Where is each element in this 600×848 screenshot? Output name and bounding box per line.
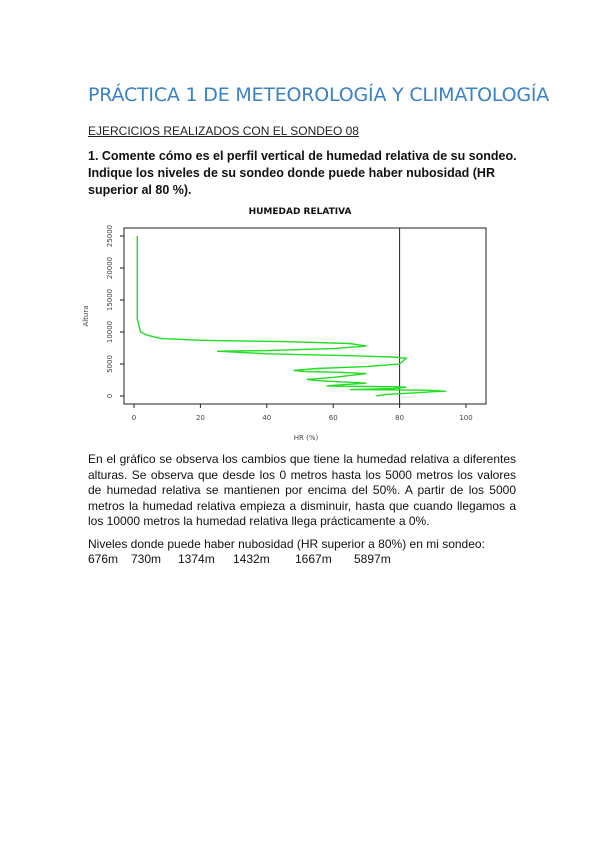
x-tick-label: 80 [395, 414, 405, 422]
level-value: 1432m [233, 552, 270, 566]
y-tick-label: 5000 [106, 355, 114, 373]
humidity-chart [74, 200, 514, 450]
y-axis-label: Altura [82, 305, 90, 327]
analysis-paragraph: En el gráfico se observa los cambios que tiene la humedad relativa a diferentes alturas. Se observa que desde los 0 metros hasta los 5000 metros los valores de humedad relativa se mantienen por encima del 50%. A partir de los 5000 metros la humedad relativa empieza a disminuir, hasta que cuando llegamos a los 10000 metros la humedad relativa llega prácticamente a 0%. [88, 452, 516, 528]
level-value: 1374m [178, 552, 215, 566]
level-value: 5897m [354, 552, 391, 566]
y-tick-label: 20000 [106, 256, 114, 280]
chart-title: HUMEDAD RELATIVA [248, 207, 352, 217]
x-axis [132, 404, 473, 422]
x-axis-label: HR (%) [293, 434, 319, 442]
x-tick-label: 100 [459, 414, 473, 422]
y-tick-label: 0 [106, 393, 114, 399]
y-tick-label: 25000 [106, 224, 114, 248]
x-tick-label: 20 [195, 414, 205, 422]
levels-list [88, 552, 391, 566]
level-value: 730m [131, 552, 162, 566]
level-value: 676m [88, 552, 119, 566]
level-value: 1667m [295, 552, 332, 566]
document-title: PRÁCTICA 1 DE METEOROLOGÍA Y CLIMATOLOGÍA [88, 84, 550, 106]
levels-intro: Niveles donde puede haber nubosidad (HR superior a 80%) en mi sondeo: [88, 537, 485, 551]
x-tick-label: 40 [262, 414, 272, 422]
document-subtitle: EJERCICIOS REALIZADOS CON EL SONDEO 08 [88, 124, 359, 138]
x-tick-label: 0 [131, 414, 137, 422]
y-tick-label: 10000 [106, 320, 114, 344]
x-tick-label: 60 [328, 414, 338, 422]
y-axis [106, 225, 124, 398]
y-tick-label: 15000 [106, 288, 114, 312]
plot-frame [124, 228, 486, 404]
exercise-question: 1. Comente cómo es el perfil vertical de humedad relativa de su sondeo. Indique los niveles de su sondeo donde puede haber nubosidad (HR superior al 80 %). [88, 149, 517, 197]
